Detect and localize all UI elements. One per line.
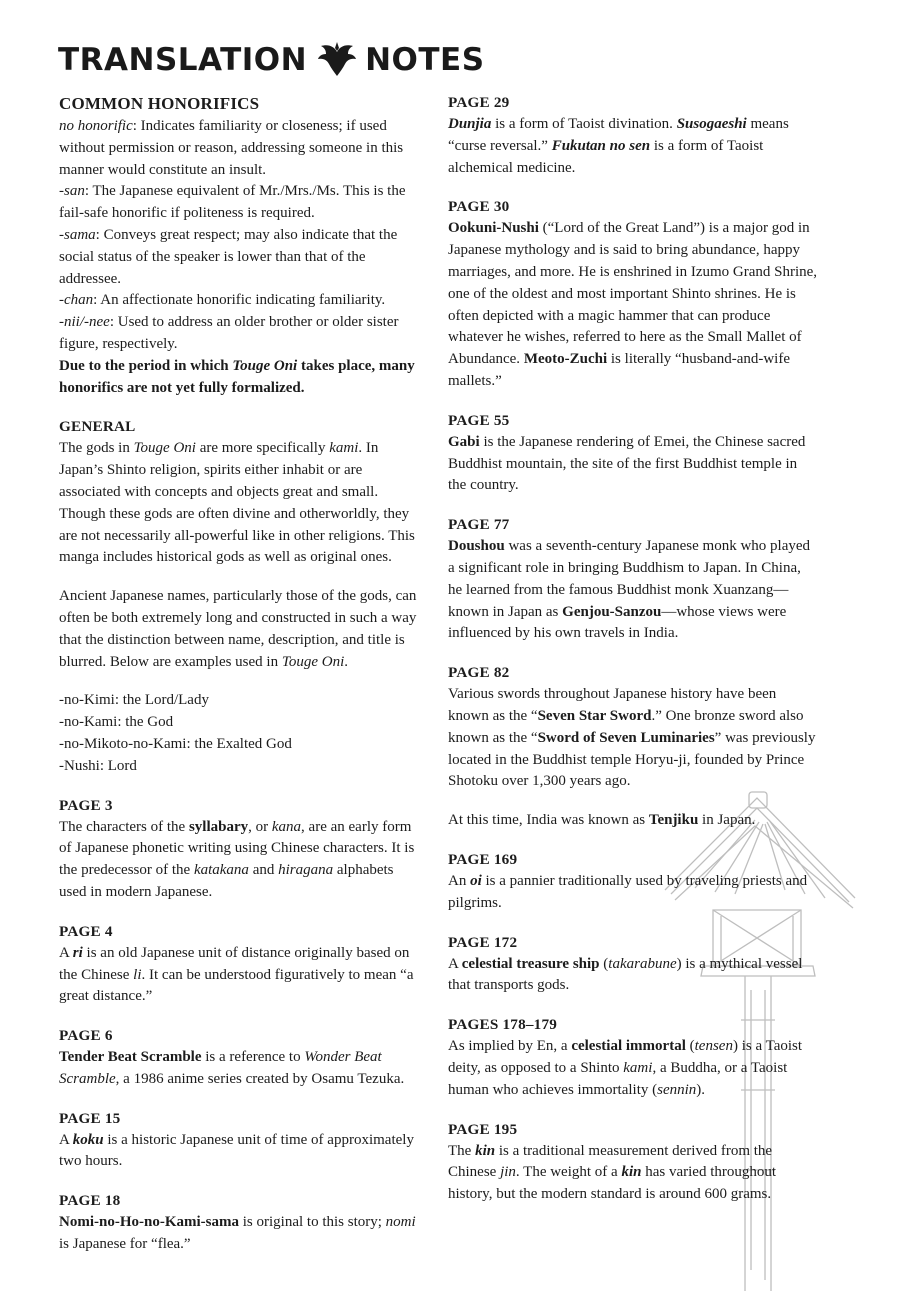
section-heading: PAGE 169 [448, 850, 518, 868]
right-column [448, 92, 818, 1223]
section-paragraph: Gabi is the Japanese rendering of Emei, the Chinese sacred Buddhist mountain, the site of the first Buddhist temple in the country. [448, 433, 806, 494]
section-heading: PAGE 4 [59, 922, 113, 940]
section-paragraph: Ancient Japanese names, particularly those of the gods, can often be both extremely long and constructed in such a way that the distinction between name, description, and title is blurred. Below are examples used in Touge Oni. [59, 588, 417, 670]
name-suffix-list: -no-Kimi: the Lord/Lady -no-Kami: the God -no-Mikoto-no-Kami: the Exalted God -Nushi: Lord [59, 692, 292, 774]
section-heading: PAGE 29 [448, 94, 510, 111]
section-page-195 [448, 1119, 818, 1206]
section-page-4 [59, 921, 424, 1008]
section-page-15 [59, 1108, 424, 1174]
section-page-169 [448, 849, 818, 915]
section-paragraph: no honorific: Indicates familiarity or closeness; if used without permission or reason, addressing someone in this manner would constitute an insult. -san: The Japanese equivalent of Mr./Mrs./Ms. This is the fail-safe honorific if politeness is required. -sama: Conveys great respect; may also indicate that the social status of the speaker is lower than that of the addressee. -chan: An affectionate honorific indicating familiarity. -nii/-nee: Used to address an older brother or older sister figure, respectively. Due to the period in which Touge Oni takes place, many honorifics are not yet fully formalized. [59, 118, 415, 396]
left-column [59, 92, 424, 1273]
section-heading: PAGE 15 [59, 1109, 121, 1127]
section-paragraph: Tender Beat Scramble is a reference to Wonder Beat Scramble, a 1986 anime series created by Osamu Tezuka. [59, 1049, 405, 1087]
title-word-notes: NOTES [365, 42, 485, 78]
section-heading: PAGES 178–179 [448, 1016, 558, 1034]
section-heading: PAGE 195 [448, 1120, 518, 1138]
section-common-honorifics [59, 92, 424, 399]
section-paragraph: The gods in Touge Oni are more specifically kami. In Japan’s Shinto religion, spirits either inhabit or are associated with concepts and objects great and small. Though these gods are often divine and otherworldly, they are not necessarily all-powerful like in other religions. This manga includes historical gods as well as original ones. [59, 440, 415, 566]
section-page-55 [448, 410, 818, 497]
section-paragraph: A koku is a historic Japanese unit of time of approximately two hours. [59, 1131, 414, 1170]
section-heading: PAGE 3 [59, 796, 113, 814]
section-paragraph: Ookuni-Nushi (“Lord of the Great Land”) is a major god in Japanese mythology and is said to bring abundance, happy marriages, and more. He is enshrined in Izumo Grand Shrine, one of the oldest and most important Shinto shrines. He is often depicted with a magic hammer that can produce whatever he wishes, referred to here as the Small Mallet of Abundance. Meoto-Zuchi is literally “husband-and-wife mallets.” [448, 220, 818, 389]
section-heading: GENERAL [59, 418, 136, 436]
section-page-29 [448, 92, 818, 179]
section-heading: PAGE 77 [448, 516, 510, 534]
section-paragraph: An oi is a pannier traditionally used by traveling priests and pilgrims. [448, 872, 808, 911]
section-paragraph: Nomi-no-Ho-no-Kami-sama is original to this story; nomi is Japanese for “flea.” [59, 1214, 416, 1253]
section-page-6 [59, 1025, 424, 1091]
section-page-3 [59, 795, 424, 904]
section-paragraph: The kin is a traditional measurement derived from the Chinese jin. The weight of a kin has varied throughout history, but the modern standard is around 600 grams. [448, 1142, 777, 1203]
section-page-172 [448, 932, 818, 998]
section-heading: PAGE 30 [448, 198, 510, 216]
section-paragraph: Various swords throughout Japanese history have been known as the “Seven Star Sword.” One bronze sword also known as the “Sword of Seven Luminaries” was previously located in the Buddhist temple Horyu-ji, founded by Prince Shotoku over 1,300 years ago. [448, 686, 816, 790]
section-heading: PAGE 18 [59, 1192, 121, 1210]
section-paragraph: As implied by En, a celestial immortal (tensen) is a Taoist deity, as opposed to a Shinto kami, a Buddha, or a Taoist human who achieves immortality (sennin). [448, 1038, 803, 1098]
section-heading: PAGE 6 [59, 1027, 113, 1045]
section-paragraph: A celestial treasure ship (takarabune) is a mythical vessel that transports gods. [448, 955, 803, 994]
section-page-18 [59, 1190, 424, 1256]
section-heading: PAGE 172 [448, 933, 518, 951]
section-page-30 [448, 196, 818, 392]
section-general [59, 416, 424, 777]
section-heading: PAGE 82 [448, 664, 510, 682]
section-paragraph: A ri is an old Japanese unit of distance originally based on the Chinese li. It can be understood figuratively to mean “a great distance.” [59, 944, 414, 1005]
section-paragraph: Doushou was a seventh-century Japanese monk who played a significant role in bringing Buddhism to Japan. In China, he learned from the famous Buddhist monk Xuanzang—known in Japan as Genjou-Sanzou—whose views were influenced by his own travels in India. [448, 538, 811, 642]
section-heading: PAGE 55 [448, 411, 510, 429]
section-paragraph: At this time, India was known as Tenjiku in Japan. [448, 812, 756, 829]
page-title [58, 40, 485, 80]
section-paragraph: Dunjia is a form of Taoist divination. Susogaeshi means “curse reversal.” Fukutan no sen is a form of Taoist alchemical medicine. [448, 116, 789, 176]
section-page-82 [448, 662, 818, 832]
section-pages-178-179 [448, 1014, 818, 1101]
section-page-77 [448, 514, 818, 645]
section-paragraph: The characters of the syllabary, or kana, are an early form of Japanese phonetic writing using Chinese characters. It is the predecessor of the katakana and hiragana alphabets used in modern Japanese. [59, 818, 415, 900]
title-word-translation: TRANSLATION [58, 42, 308, 78]
bat-wing-emblem-icon [317, 42, 357, 78]
section-heading: COMMON HONORIFICS [59, 94, 260, 113]
